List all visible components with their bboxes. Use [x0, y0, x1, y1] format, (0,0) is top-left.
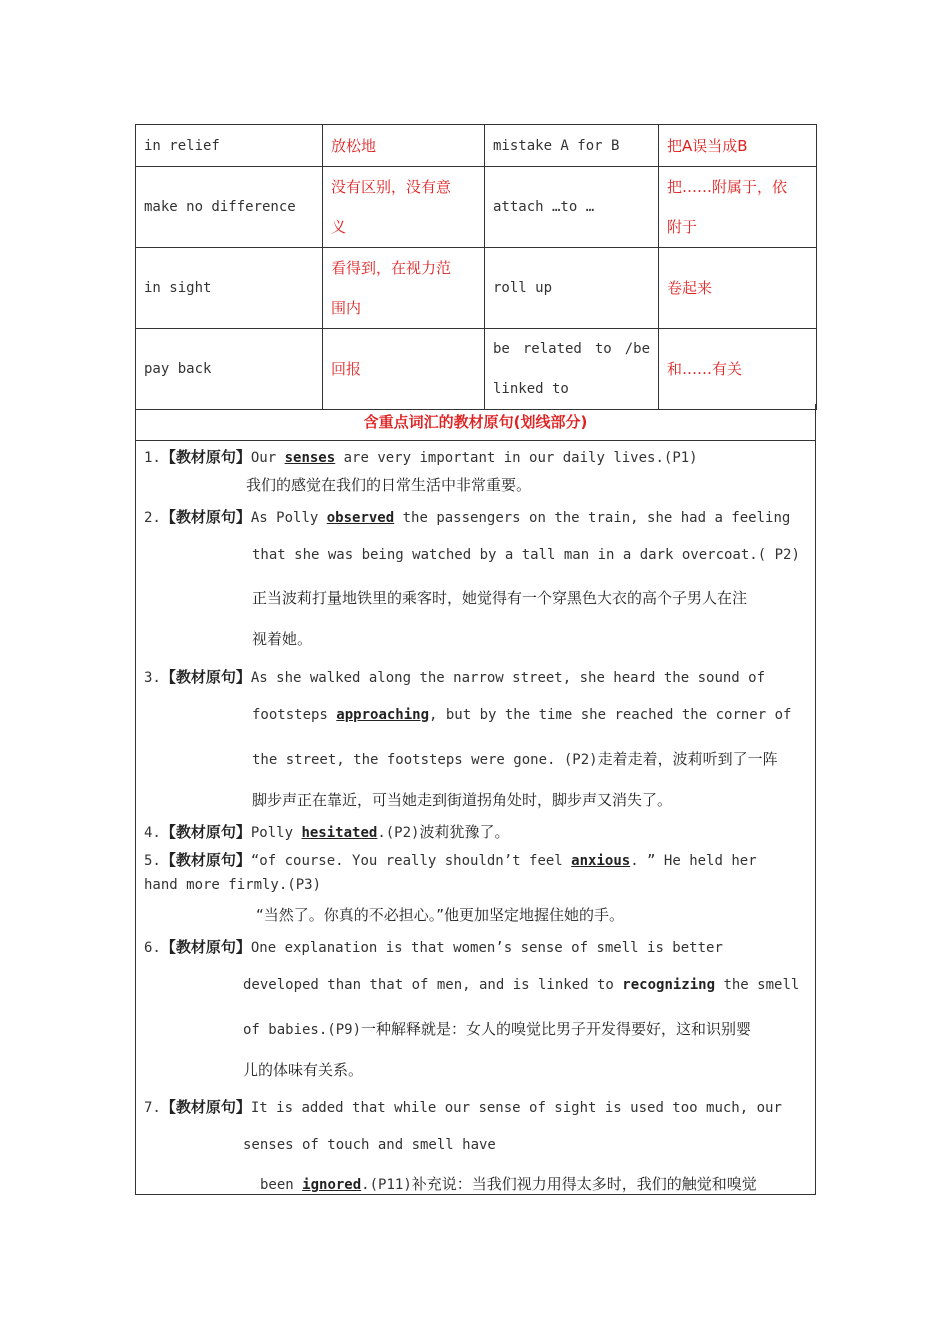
sentence-tag: 【教材原句】	[160, 508, 251, 526]
vocab-row	[136, 167, 817, 248]
sentence-tag: 【教材原句】	[160, 851, 251, 869]
phrase-zh: 回报	[323, 329, 485, 410]
keyword: recognizing	[622, 977, 716, 993]
sentence-tag: 【教材原句】	[160, 668, 251, 686]
sentence-7-line: been ignored.(P11)补充说：当我们视力用得太多时，我们的触觉和嗅觉	[260, 1175, 757, 1193]
sentence-5-translation: “当然了。你真的不必担心。”他更加坚定地握住她的手。	[256, 906, 625, 924]
phrase-en: pay back	[136, 329, 323, 410]
sentence-6-line: of babies.(P9)一种解释就是：女人的嗅觉比男子开发得要好，这和识别婴	[243, 1020, 752, 1038]
phrase-zh: 没有区别，没有意 义	[323, 167, 485, 248]
phrase-zh: 把A误当成B	[659, 125, 817, 167]
sentence-6-translation: 儿的体味有关系。	[243, 1061, 364, 1079]
sentence-3-line: 3.【教材原句】As she walked along the narrow street, she heard the sound of	[144, 668, 766, 686]
sentence-tag: 【教材原句】	[160, 1098, 251, 1116]
vocab-row	[136, 125, 817, 167]
sentence-7-line: senses of touch and smell have	[243, 1137, 496, 1153]
phrase-en: make no difference	[136, 167, 323, 248]
sentence-tag: 【教材原句】	[160, 448, 251, 466]
phrase-en: be related to /be linked to	[485, 329, 659, 410]
vocab-row	[136, 329, 817, 410]
sentence-6-line: developed than that of men, and is linked to recognizing the smell	[243, 977, 800, 993]
sentence-2-translation: 正当波莉打量地铁里的乘客时，她觉得有一个穿黑色大衣的高个子男人在注	[252, 589, 748, 607]
sentence-3-translation: 脚步声正在靠近，可当她走到街道拐角处时，脚步声又消失了。	[252, 791, 673, 809]
sentence-5-line: 5.【教材原句】“of course. You really shouldn’t feel anxious. ” He held her	[144, 851, 757, 869]
sentence-2-translation: 视着她。	[252, 630, 313, 648]
sentence-tag: 【教材原句】	[160, 938, 251, 956]
sentence-4-line: 4.【教材原句】Polly hesitated.(P2)波莉犹豫了。	[144, 823, 510, 841]
sentence-1-line: 1.【教材原句】Our senses are very important in our daily lives.(P1)	[144, 448, 698, 466]
vocab-row	[136, 248, 817, 329]
phrase-zh: 看得到，在视力范 围内	[323, 248, 485, 329]
phrase-en: roll up	[485, 248, 659, 329]
sentence-2-line: 2.【教材原句】As Polly observed the passengers on the train, she had a feeling	[144, 508, 791, 526]
sentence-tag: 【教材原句】	[160, 823, 251, 841]
keyword: senses	[284, 450, 336, 466]
sentence-3-line: the street, the footsteps were gone. (P2)走着走着，波莉听到了一阵	[252, 750, 778, 768]
keyword: hesitated	[301, 825, 378, 841]
phrase-zh: 和……有关	[659, 329, 817, 410]
phrase-en: in relief	[136, 125, 323, 167]
sentence-5-line: hand more firmly.(P3)	[144, 877, 322, 893]
sentence-3-line: footsteps approaching, but by the time she reached the corner of	[252, 707, 792, 723]
sentence-1-translation: 我们的感觉在我们的日常生活中非常重要。	[246, 476, 532, 494]
phrase-zh: 卷起来	[659, 248, 817, 329]
section-title: 含重点词汇的教材原句(划线部分)	[135, 404, 816, 441]
phrase-zh: 放松地	[323, 125, 485, 167]
phrase-en: mistake A for B	[485, 125, 659, 167]
sentence-6-line: 6.【教材原句】One explanation is that women’s sense of smell is better	[144, 938, 723, 956]
vocab-table	[135, 124, 817, 410]
keyword: ignored	[302, 1177, 362, 1193]
phrase-en: in sight	[136, 248, 323, 329]
keyword: approaching	[336, 707, 430, 723]
keyword: observed	[326, 510, 395, 526]
sentence-list	[135, 441, 816, 1195]
phrase-zh: 把……附属于，依 附于	[659, 167, 817, 248]
sentence-2-line: that she was being watched by a tall man in a dark overcoat.( P2)	[252, 547, 800, 563]
sentence-7-line: 7.【教材原句】It is added that while our sense of sight is used too much, our	[144, 1098, 782, 1116]
phrase-en: attach …to …	[485, 167, 659, 248]
keyword: anxious	[571, 853, 631, 869]
